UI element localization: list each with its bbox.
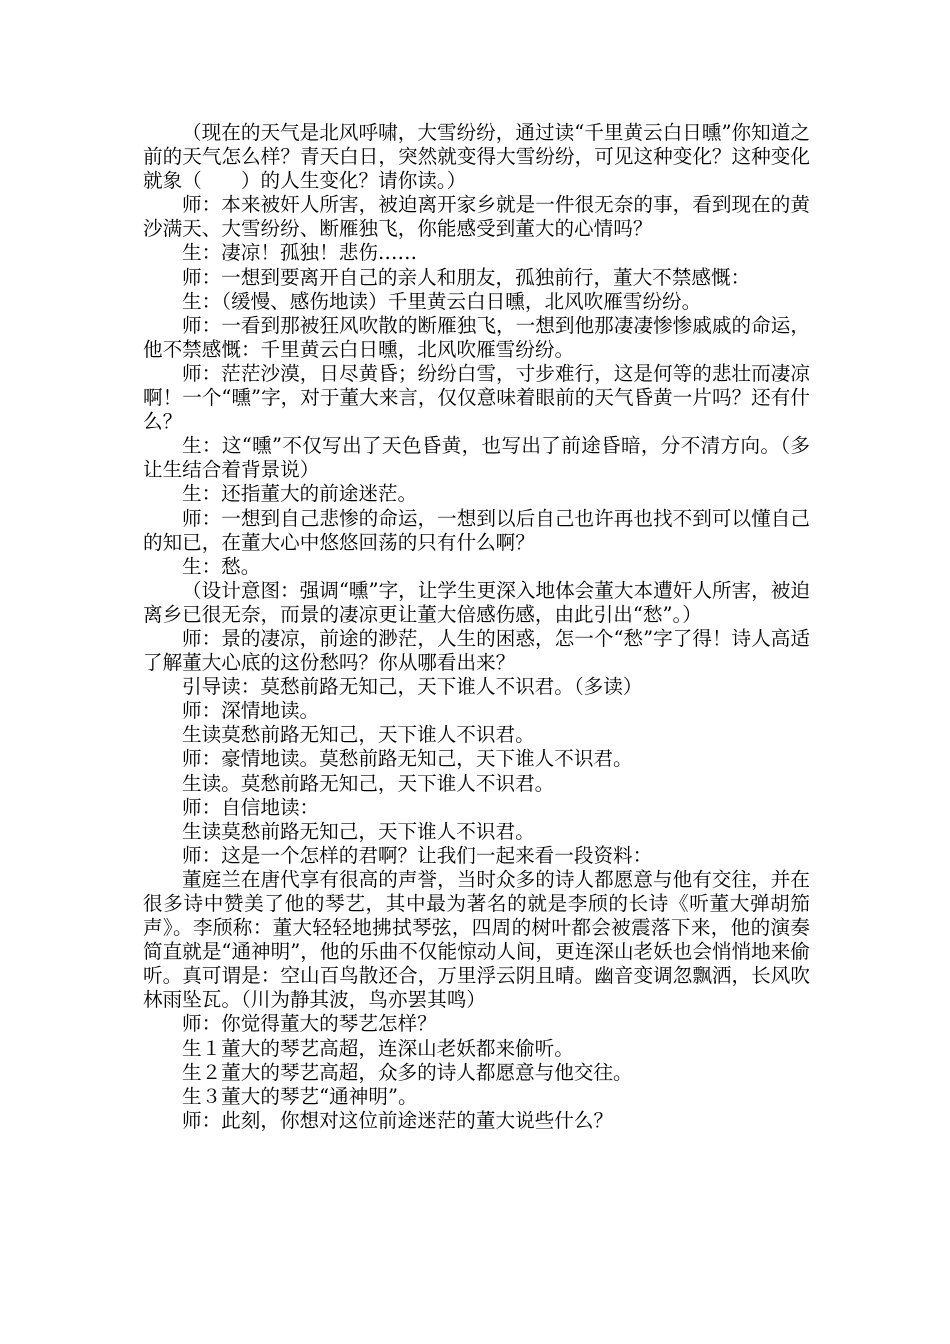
paragraph: 师：你觉得董大的琴艺怎样？ [182, 1012, 437, 1036]
paragraph: 生读莫愁前路无知己，天下谁人不识君。 [182, 723, 535, 747]
paragraph: 师：此刻，你想对这位前途迷茫的董大说些什么？ [182, 1108, 614, 1132]
paragraph: 生：（缓慢、感伤地读）千里黄云白日曛，北风吹雁雪纷纷。 [182, 289, 702, 313]
paragraph: 师：深情地读。 [182, 699, 320, 723]
paragraph: 师：本来被奸人所害，被迫离开家乡就是一件很无奈的事，看到现在的黄沙满天、大雪纷纷、断雁独飞，你能感受到董大的心情吗？ [143, 193, 810, 241]
paragraph: （现在的天气是北风呼啸，大雪纷纷，通过读“千里黄云白日曛”你知道之前的天气怎么样？青天白日，突然就变得大雪纷纷，可见这种变化？这种变化就象（ ）的人生变化？请你读。） [143, 121, 810, 193]
paragraph: 引导读：莫愁前路无知己，天下谁人不识君。（多读） [182, 675, 643, 699]
paragraph: 师：这是一个怎样的君啊？让我们一起来看一段资料： [182, 843, 653, 867]
document-body [143, 121, 810, 1133]
paragraph: 生读。莫愁前路无知己，天下谁人不识君。 [182, 771, 555, 795]
paragraph: 师：一看到那被狂风吹散的断雁独飞，一想到他那凄凄惨惨戚戚的命运，他不禁感慨：千里黄云白日曛，北风吹雁雪纷纷。 [143, 313, 810, 361]
paragraph: （设计意图：强调“曛”字，让学生更深入地体会董大本遭奸人所害，被迫离乡已很无奈，而景的凄凉更让董大倍感伤感，由此引出“愁”。） [143, 578, 810, 626]
paragraph: 生１董大的琴艺高超，连深山老妖都来偷听。 [182, 1036, 574, 1060]
paragraph: 生：凄凉！孤独！悲伤…… [182, 241, 418, 265]
paragraph: 生：这“曛”不仅写出了天色昏黄，也写出了前途昏暗，分不清方向。（多让生结合着背景说） [143, 434, 810, 482]
paragraph: 师：茫茫沙漠，日尽黄昏；纷纷白雪，寸步难行，这是何等的悲壮而凄凉啊！一个“曛”字，对于董大来言，仅仅意味着眼前的天气昏黄一片吗？还有什么？ [143, 361, 810, 434]
paragraph: 师：景的凄凉，前途的渺茫，人生的困惑，怎一个“愁”字了得！诗人高适了解董大心底的这份愁吗？你从哪看出来？ [143, 626, 810, 675]
paragraph: 生３董大的琴艺“通神明”。 [182, 1084, 418, 1108]
paragraph: 生读莫愁前路无知己，天下谁人不识君。 [182, 819, 535, 843]
paragraph: 生２董大的琴艺高超，众多的诗人都愿意与他交往。 [182, 1060, 633, 1084]
paragraph: 师：一想到自己悲惨的命运，一想到以后自己也许再也找不到可以懂自己的知已，在董大心中悠悠回荡的只有什么啊？ [143, 506, 810, 554]
paragraph: 董庭兰在唐代享有很高的声誉，当时众多的诗人都愿意与他有交往，并在很多诗中赞美了他的琴艺，其中最为著名的就是李颀的长诗《听董大弹胡笳声》。李颀称：董大轻轻地拂拭琴弦，四周的树叶都会被震落下来，他的演奏简直就是“通神明”，他的乐曲不仅能惊动人间，更连深山老妖也会悄悄地来偷听。真可谓是：空山百鸟散还合，万里浮云阴且晴。幽音变调忽飘洒，长风吹林雨坠瓦。（川为静其波，鸟亦罢其鸣） [143, 867, 810, 1012]
paragraph: 生：还指董大的前途迷茫。 [182, 482, 418, 506]
paragraph: 生：愁。 [182, 554, 261, 578]
paragraph: 师：豪情地读。莫愁前路无知己，天下谁人不识君。 [182, 747, 633, 771]
paragraph: 师：一想到要离开自己的亲人和朋友，孤独前行，董大不禁感慨： [182, 265, 751, 289]
paragraph: 师：自信地读： [182, 795, 320, 819]
